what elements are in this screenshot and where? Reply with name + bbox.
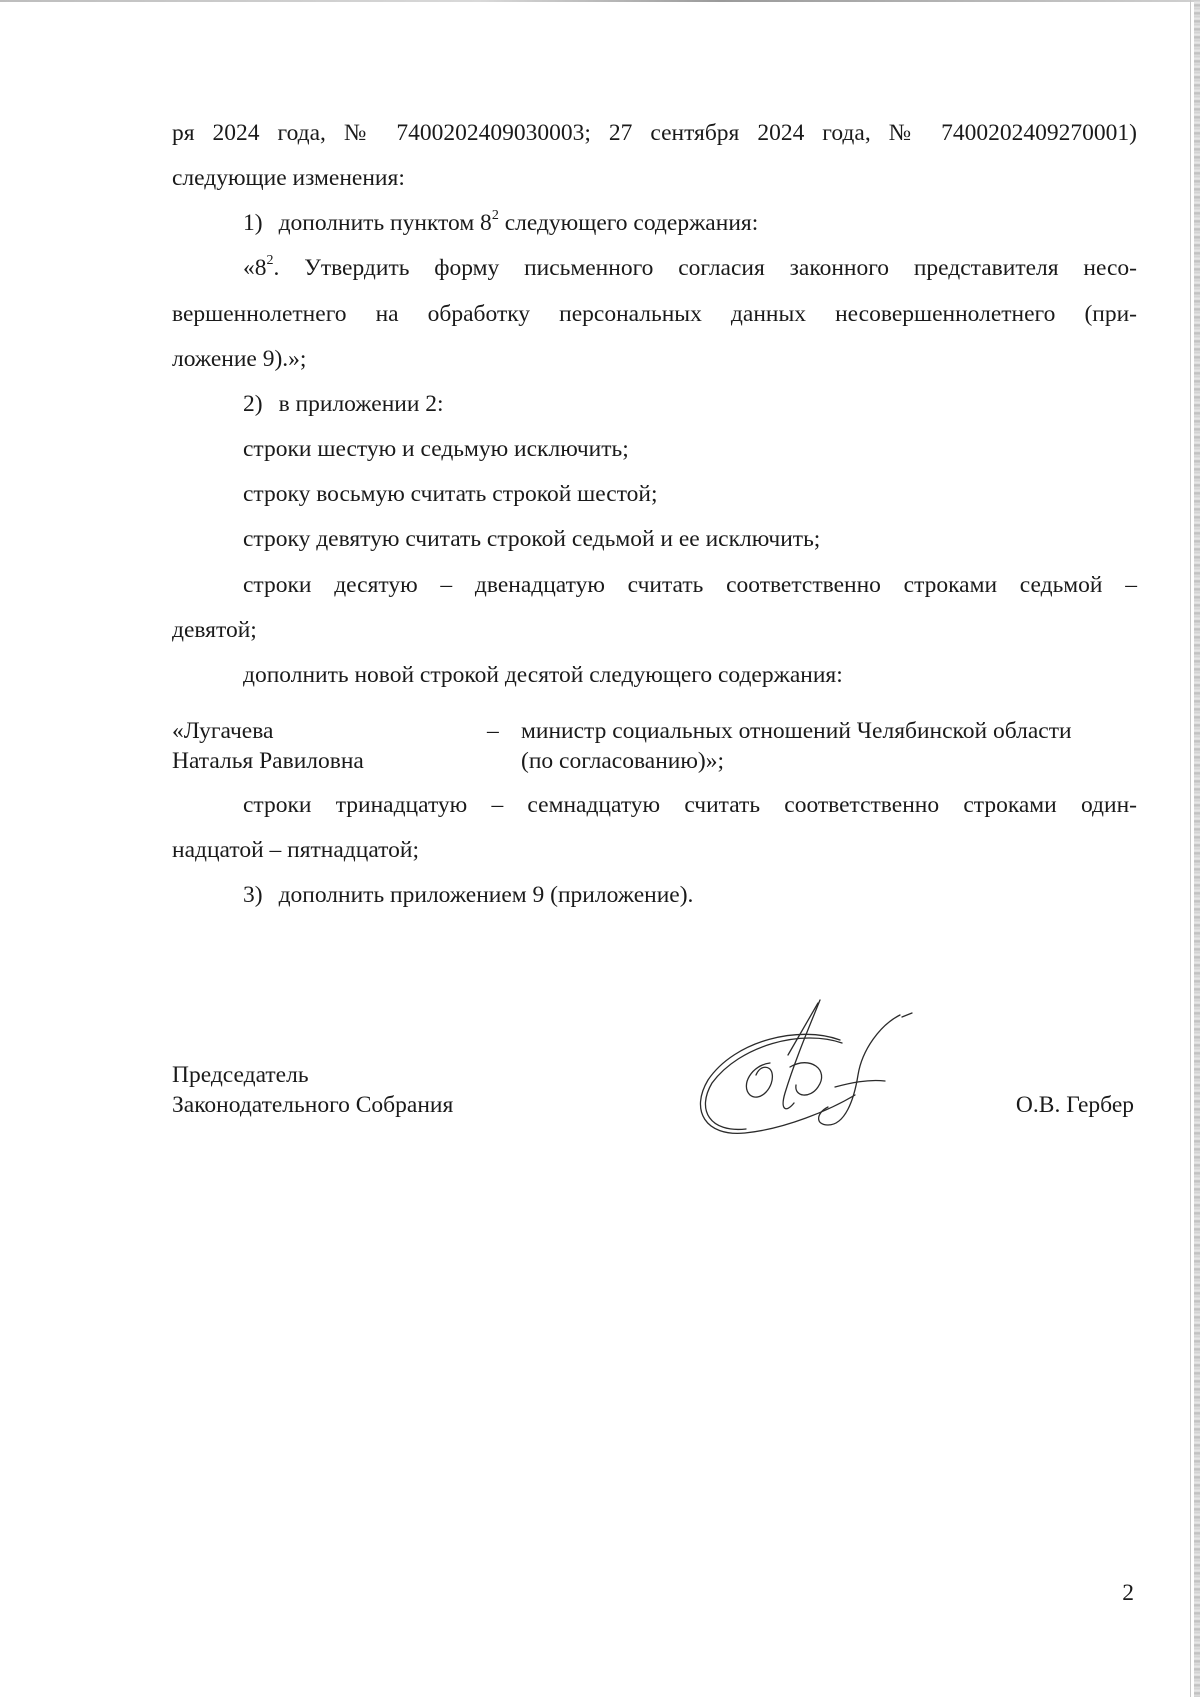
item-1-superscript: 2 bbox=[491, 208, 499, 224]
signer-title-line-2: Законодательного Собрания bbox=[172, 1092, 454, 1118]
item-2-d-line-1: строки десятую – двенадцатую считать соответственно строками седьмой – bbox=[243, 572, 1137, 598]
signer-title-line-1: Председатель bbox=[172, 1062, 309, 1088]
item-3 bbox=[243, 880, 1137, 910]
item-1-suffix: следующего содержания: bbox=[498, 210, 759, 236]
item-2-e: дополнить новой строкой десятой следующего содержания: bbox=[243, 662, 843, 688]
quote-line-1 bbox=[243, 253, 1137, 283]
entry-name-line-2: Наталья Равиловна bbox=[172, 748, 364, 774]
entry-name-line-1: «Лугачева bbox=[172, 718, 274, 744]
scan-top-edge bbox=[0, 0, 1200, 2]
quote-line-3: ложение 9).»; bbox=[172, 346, 307, 372]
item-2-f-line-2: надцатой – пятнадцатой; bbox=[172, 837, 419, 863]
item-1 bbox=[243, 208, 1137, 238]
item-2-d-line-2: девятой; bbox=[172, 617, 257, 643]
item-3-text: дополнить приложением 9 (приложение). bbox=[278, 882, 694, 908]
page-number: 2 bbox=[1122, 1580, 1134, 1606]
entry-role-line-2: (по согласованию)»; bbox=[521, 748, 725, 774]
quote-line-1-rest: . Утвердить форму письменного согласия законного представителя несо- bbox=[273, 255, 1137, 281]
handwritten-signature bbox=[690, 995, 930, 1145]
quote-prefix: «8 bbox=[243, 255, 267, 281]
item-1-number: 1) bbox=[243, 210, 263, 236]
item-2-c: строку девятую считать строкой седьмой и ее исключить; bbox=[243, 526, 821, 552]
item-2-text: в приложении 2: bbox=[278, 391, 444, 417]
paragraph-1-line-1: ря 2024 года, № 7400202409030003; 27 сентября 2024 года, № 7400202409270001) bbox=[172, 120, 1137, 146]
quote-line-2: вершеннолетнего на обработку персональных данных несовершеннолетнего (при- bbox=[172, 301, 1137, 327]
quote-superscript: 2 bbox=[266, 253, 274, 269]
paragraph-1-line-2: следующие изменения: bbox=[172, 165, 405, 191]
item-2 bbox=[243, 389, 1137, 419]
scan-right-line bbox=[1190, 0, 1191, 1697]
item-3-number: 3) bbox=[243, 882, 263, 908]
entry-dash: – bbox=[487, 718, 499, 744]
item-2-b: строку восьмую считать строкой шестой; bbox=[243, 481, 658, 507]
item-2-f-line-1: строки тринадцатую – семнадцатую считать соответственно строками один- bbox=[243, 792, 1137, 818]
scan-right-edge bbox=[1194, 0, 1200, 1697]
signer-name: О.В. Гербер bbox=[1015, 1092, 1134, 1118]
item-2-a: строки шестую и седьмую исключить; bbox=[243, 436, 629, 462]
entry-role-line-1: министр социальных отношений Челябинской области bbox=[521, 718, 1072, 744]
item-1-text: дополнить пунктом 8 bbox=[278, 210, 492, 236]
item-2-number: 2) bbox=[243, 391, 263, 417]
